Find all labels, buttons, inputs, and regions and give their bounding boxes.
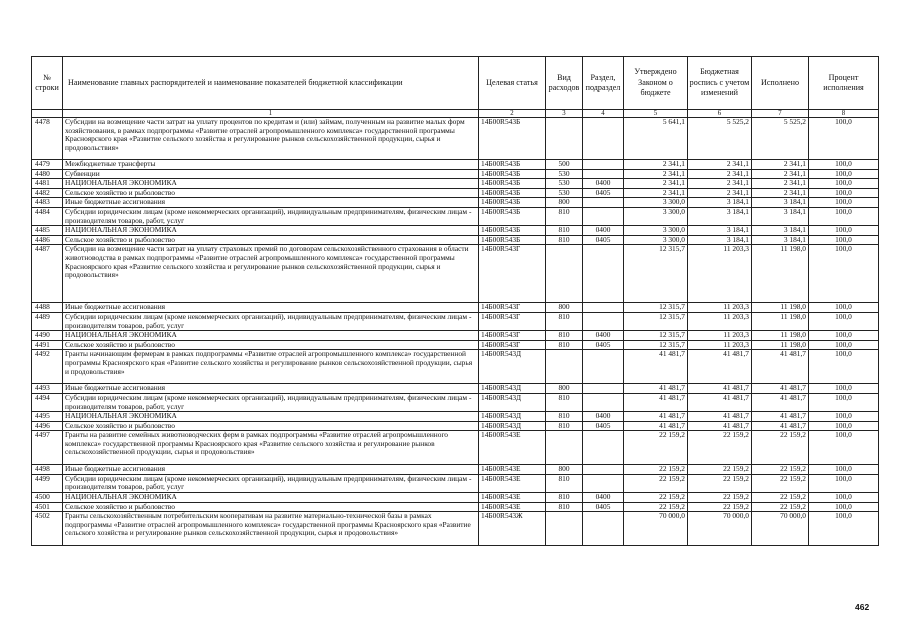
page-number: 462 (855, 602, 870, 612)
row-section (583, 350, 624, 384)
row-percent: 100,0 (809, 350, 879, 384)
row-number: 4500 (32, 493, 63, 503)
row-budget-schedule: 11 203,3 (688, 331, 752, 341)
row-target-article: 14Б00R543Б (479, 207, 546, 225)
header-section: Раздел, подраздел (583, 57, 624, 110)
row-expense-type: 800 (546, 465, 583, 475)
row-approved: 22 159,2 (624, 465, 688, 475)
row-executed: 22 159,2 (752, 431, 809, 465)
row-name: НАЦИОНАЛЬНАЯ ЭКОНОМИКА (63, 331, 479, 341)
row-section: 0400 (583, 412, 624, 422)
row-section: 0405 (583, 502, 624, 512)
row-approved: 2 341,1 (624, 160, 688, 170)
row-name: Иные бюджетные ассигнования (63, 384, 479, 394)
row-number: 4484 (32, 207, 63, 225)
row-executed: 3 184,1 (752, 198, 809, 208)
row-approved: 12 315,7 (624, 245, 688, 303)
row-percent: 100,0 (809, 465, 879, 475)
budget-report-page (31, 56, 878, 546)
row-number: 4486 (32, 235, 63, 245)
row-expense-type: 800 (546, 198, 583, 208)
row-percent: 100,0 (809, 512, 879, 546)
row-executed: 3 184,1 (752, 226, 809, 236)
row-number: 4502 (32, 512, 63, 546)
row-expense-type: 810 (546, 412, 583, 422)
row-budget-schedule: 70 000,0 (688, 512, 752, 546)
row-expense-type: 530 (546, 188, 583, 198)
table-row (32, 493, 879, 503)
row-target-article: 14Б00R543Б (479, 235, 546, 245)
row-number: 4483 (32, 198, 63, 208)
row-section: 0400 (583, 179, 624, 189)
row-budget-schedule: 41 481,7 (688, 393, 752, 411)
row-expense-type (546, 431, 583, 465)
table-row (32, 179, 879, 189)
table-row (32, 235, 879, 245)
row-budget-schedule: 41 481,7 (688, 412, 752, 422)
row-percent: 100,0 (809, 226, 879, 236)
row-number: 4495 (32, 412, 63, 422)
row-name: Субсидии юридическим лицам (кроме некоммерческих организаций), индивидуальным предпринимателям, физическим лицам - производителям товаров, работ, услуг (63, 207, 479, 225)
row-approved: 2 341,1 (624, 188, 688, 198)
table-row (32, 421, 879, 431)
row-section (583, 160, 624, 170)
table-row (32, 207, 879, 225)
row-executed: 41 481,7 (752, 393, 809, 411)
table-row (32, 226, 879, 236)
col-number-7: 7 (752, 110, 809, 118)
row-target-article: 14Б00R543Е (479, 465, 546, 475)
table-row (32, 118, 879, 160)
row-name: Субсидии юридическим лицам (кроме некоммерческих организаций), индивидуальным предпринимателям, физическим лицам - производителям товаров, работ, услуг (63, 393, 479, 411)
row-percent: 100,0 (809, 312, 879, 330)
row-executed: 22 159,2 (752, 502, 809, 512)
row-name: Гранты начинающим фермерам в рамках подпрограммы «Развитие отраслей агропромышленного комплекса» государственной программы Красноярского края «Развитие сельского хозяйства и регулирование рынков сельскохозяйственной продукции, сырья и продовольствия» (63, 350, 479, 384)
row-budget-schedule: 22 159,2 (688, 493, 752, 503)
row-executed: 22 159,2 (752, 465, 809, 475)
row-percent: 100,0 (809, 474, 879, 492)
row-percent: 100,0 (809, 188, 879, 198)
row-budget-schedule: 41 481,7 (688, 384, 752, 394)
row-target-article: 14Б00R543Д (479, 412, 546, 422)
row-number: 4493 (32, 384, 63, 394)
row-target-article: 14Б00R543Б (479, 179, 546, 189)
row-expense-type: 810 (546, 235, 583, 245)
row-expense-type: 810 (546, 312, 583, 330)
row-approved: 22 159,2 (624, 431, 688, 465)
row-number: 4497 (32, 431, 63, 465)
row-number: 4492 (32, 350, 63, 384)
row-budget-schedule: 11 203,3 (688, 245, 752, 303)
row-executed: 41 481,7 (752, 412, 809, 422)
row-approved: 2 341,1 (624, 179, 688, 189)
row-expense-type: 810 (546, 207, 583, 225)
row-executed: 2 341,1 (752, 160, 809, 170)
row-section (583, 393, 624, 411)
row-name: Субсидии на возмещение части затрат на уплату процентов по кредитам и (или) займам, полученным на развитие малых форм хозяйствования, в рамках подпрограммы «Развитие отраслей агропромышленного комплекса» государственной программы Красноярского края «Развитие сельского хозяйства и регулирование рынков сельскохозяйственной продукции, сырья и продовольствия» (63, 118, 479, 160)
col-number-6: 6 (688, 110, 752, 118)
table-row (32, 303, 879, 313)
row-approved: 12 315,7 (624, 312, 688, 330)
row-budget-schedule: 3 184,1 (688, 235, 752, 245)
row-approved: 41 481,7 (624, 421, 688, 431)
row-percent: 100,0 (809, 118, 879, 160)
row-section (583, 245, 624, 303)
row-executed: 41 481,7 (752, 421, 809, 431)
row-target-article: 14Б00R543Б (479, 226, 546, 236)
row-name: Субсидии на возмещение части затрат на уплату страховых премий по договорам сельскохозяйственного страхования в области животноводства в рамках подпрограммы «Развитие отраслей агропромышленного комплекса» государственной программы Красноярского края «Развитие сельского хозяйства и регулирование рынков сельскохозяйственной продукции, сырья и продовольствия» (63, 245, 479, 303)
row-number: 4501 (32, 502, 63, 512)
table-row (32, 160, 879, 170)
row-percent: 100,0 (809, 303, 879, 313)
row-budget-schedule: 3 184,1 (688, 198, 752, 208)
row-expense-type: 800 (546, 384, 583, 394)
row-executed: 2 341,1 (752, 169, 809, 179)
row-target-article: 14Б00R543Ж (479, 512, 546, 546)
row-section (583, 198, 624, 208)
row-executed: 3 184,1 (752, 235, 809, 245)
row-executed: 11 198,0 (752, 331, 809, 341)
row-target-article: 14Б00R543Г (479, 340, 546, 350)
row-budget-schedule: 22 159,2 (688, 465, 752, 475)
table-row (32, 502, 879, 512)
row-approved: 3 300,0 (624, 235, 688, 245)
row-budget-schedule: 22 159,2 (688, 502, 752, 512)
header-name: Наименование главных распорядителей и наименование показателей бюджетной классификации (63, 57, 479, 110)
table-row (32, 465, 879, 475)
row-expense-type: 810 (546, 493, 583, 503)
col-number-2: 2 (479, 110, 546, 118)
row-name: Межбюджетные трансферты (63, 160, 479, 170)
table-row (32, 169, 879, 179)
header-executed: Исполнено (752, 57, 809, 110)
col-number-4: 4 (583, 110, 624, 118)
row-percent: 100,0 (809, 384, 879, 394)
row-name: Сельское хозяйство и рыболовство (63, 421, 479, 431)
row-section (583, 474, 624, 492)
row-expense-type (546, 512, 583, 546)
row-executed: 11 198,0 (752, 245, 809, 303)
row-number: 4494 (32, 393, 63, 411)
row-approved: 12 315,7 (624, 340, 688, 350)
row-section: 0405 (583, 235, 624, 245)
table-row (32, 431, 879, 465)
table-row (32, 350, 879, 384)
row-section: 0405 (583, 421, 624, 431)
row-target-article: 14Б00R543Д (479, 350, 546, 384)
row-approved: 3 300,0 (624, 207, 688, 225)
row-percent: 100,0 (809, 198, 879, 208)
row-name: Иные бюджетные ассигнования (63, 198, 479, 208)
table-row (32, 512, 879, 546)
row-budget-schedule: 3 184,1 (688, 207, 752, 225)
row-target-article: 14Б00R543Б (479, 188, 546, 198)
row-approved: 41 481,7 (624, 384, 688, 394)
row-percent: 100,0 (809, 493, 879, 503)
row-executed: 41 481,7 (752, 384, 809, 394)
row-percent: 100,0 (809, 431, 879, 465)
row-target-article: 14Б00R543Е (479, 493, 546, 503)
row-name: Сельское хозяйство и рыболовство (63, 235, 479, 245)
row-target-article: 14Б00R543Б (479, 160, 546, 170)
col-number-5: 5 (624, 110, 688, 118)
row-percent: 100,0 (809, 331, 879, 341)
row-budget-schedule: 22 159,2 (688, 431, 752, 465)
row-name: Сельское хозяйство и рыболовство (63, 340, 479, 350)
row-approved: 41 481,7 (624, 350, 688, 384)
row-percent: 100,0 (809, 160, 879, 170)
row-section (583, 512, 624, 546)
row-budget-schedule: 2 341,1 (688, 160, 752, 170)
header-target-article: Целевая статья (479, 57, 546, 110)
row-expense-type: 810 (546, 331, 583, 341)
row-section: 0400 (583, 493, 624, 503)
row-number: 4489 (32, 312, 63, 330)
table-row (32, 474, 879, 492)
row-target-article: 14Б00R543Д (479, 384, 546, 394)
row-percent: 100,0 (809, 235, 879, 245)
row-name: Иные бюджетные ассигнования (63, 303, 479, 313)
row-expense-type: 800 (546, 303, 583, 313)
row-expense-type: 810 (546, 474, 583, 492)
row-budget-schedule: 3 184,1 (688, 226, 752, 236)
row-percent: 100,0 (809, 421, 879, 431)
row-budget-schedule: 5 525,2 (688, 118, 752, 160)
col-number-1: 1 (63, 110, 479, 118)
row-section (583, 431, 624, 465)
row-section (583, 465, 624, 475)
row-expense-type: 810 (546, 421, 583, 431)
row-name: Субвенции (63, 169, 479, 179)
table-row (32, 312, 879, 330)
row-budget-schedule: 2 341,1 (688, 188, 752, 198)
header-approved: Утверждено Законом о бюджете (624, 57, 688, 110)
table-row (32, 340, 879, 350)
row-name: НАЦИОНАЛЬНАЯ ЭКОНОМИКА (63, 226, 479, 236)
table-row (32, 412, 879, 422)
row-name: Иные бюджетные ассигнования (63, 465, 479, 475)
row-target-article: 14Б00R543Б (479, 198, 546, 208)
row-expense-type: 500 (546, 160, 583, 170)
row-target-article: 14Б00R543Г (479, 312, 546, 330)
row-number: 4491 (32, 340, 63, 350)
col-number-8: 8 (809, 110, 879, 118)
row-target-article: 14Б00R543Г (479, 245, 546, 303)
row-section (583, 312, 624, 330)
table-row (32, 188, 879, 198)
row-approved: 22 159,2 (624, 474, 688, 492)
row-executed: 41 481,7 (752, 350, 809, 384)
table-row (32, 198, 879, 208)
row-percent: 100,0 (809, 393, 879, 411)
row-number: 4490 (32, 331, 63, 341)
row-number: 4496 (32, 421, 63, 431)
row-approved: 2 341,1 (624, 169, 688, 179)
row-name: Субсидии юридическим лицам (кроме некоммерческих организаций), индивидуальным предпринимателям, физическим лицам - производителям товаров, работ, услуг (63, 312, 479, 330)
row-number: 4481 (32, 179, 63, 189)
row-number: 4488 (32, 303, 63, 313)
row-number: 4498 (32, 465, 63, 475)
row-expense-type (546, 118, 583, 160)
col-number-empty (32, 110, 63, 118)
row-section: 0405 (583, 340, 624, 350)
row-percent: 100,0 (809, 245, 879, 303)
table-row (32, 384, 879, 394)
row-percent: 100,0 (809, 340, 879, 350)
row-percent: 100,0 (809, 502, 879, 512)
row-approved: 41 481,7 (624, 393, 688, 411)
row-approved: 5 641,1 (624, 118, 688, 160)
header-expense-type: Вид расходов (546, 57, 583, 110)
row-target-article: 14Б00R543Е (479, 502, 546, 512)
row-expense-type: 810 (546, 340, 583, 350)
table-row (32, 393, 879, 411)
row-approved: 41 481,7 (624, 412, 688, 422)
row-name: НАЦИОНАЛЬНАЯ ЭКОНОМИКА (63, 493, 479, 503)
col-number-3: 3 (546, 110, 583, 118)
row-section (583, 118, 624, 160)
row-section (583, 207, 624, 225)
row-expense-type (546, 350, 583, 384)
row-approved: 22 159,2 (624, 502, 688, 512)
row-name: НАЦИОНАЛЬНАЯ ЭКОНОМИКА (63, 179, 479, 189)
row-number: 4479 (32, 160, 63, 170)
row-target-article: 14Б00R543Д (479, 393, 546, 411)
row-executed: 11 198,0 (752, 303, 809, 313)
row-executed: 22 159,2 (752, 474, 809, 492)
row-percent: 100,0 (809, 412, 879, 422)
row-expense-type: 810 (546, 502, 583, 512)
row-percent: 100,0 (809, 169, 879, 179)
row-name: Гранты на развитие семейных животноводческих ферм в рамках подпрограммы «Развитие отраслей агропромышленного комплекса» государственной программы Красноярского края «Развитие сельского хозяйства и регулирование рынков сельскохозяйственной продукции, сырья и продовольствия» (63, 431, 479, 465)
header-row-number: № строки (32, 57, 63, 110)
row-approved: 22 159,2 (624, 493, 688, 503)
row-budget-schedule: 11 203,3 (688, 303, 752, 313)
row-number: 4485 (32, 226, 63, 236)
table-row (32, 331, 879, 341)
row-expense-type: 810 (546, 393, 583, 411)
row-executed: 70 000,0 (752, 512, 809, 546)
row-approved: 3 300,0 (624, 198, 688, 208)
row-approved: 12 315,7 (624, 331, 688, 341)
row-executed: 5 525,2 (752, 118, 809, 160)
row-expense-type: 530 (546, 179, 583, 189)
row-executed: 11 198,0 (752, 340, 809, 350)
row-target-article: 14Б00R543Г (479, 331, 546, 341)
row-expense-type (546, 245, 583, 303)
row-number: 4482 (32, 188, 63, 198)
row-target-article: 14Б00R543Е (479, 474, 546, 492)
row-target-article: 14Б00R543Г (479, 303, 546, 313)
row-expense-type: 810 (546, 226, 583, 236)
row-approved: 3 300,0 (624, 226, 688, 236)
header-row (32, 57, 879, 110)
row-executed: 2 341,1 (752, 188, 809, 198)
row-target-article: 14Б00R543Б (479, 118, 546, 160)
header-budget-schedule: Бюджетная роспись с учетом изменений (688, 57, 752, 110)
row-target-article: 14Б00R543Б (479, 169, 546, 179)
row-budget-schedule: 41 481,7 (688, 421, 752, 431)
row-budget-schedule: 2 341,1 (688, 179, 752, 189)
row-percent: 100,0 (809, 207, 879, 225)
row-number: 4480 (32, 169, 63, 179)
row-section (583, 384, 624, 394)
row-number: 4478 (32, 118, 63, 160)
row-target-article: 14Б00R543Д (479, 421, 546, 431)
table-row (32, 245, 879, 303)
row-executed: 3 184,1 (752, 207, 809, 225)
row-executed: 11 198,0 (752, 312, 809, 330)
row-name: Гранты сельскохозяйственным потребительским кооперативам на развитие материально-технической базы в рамках подпрограммы «Развитие отраслей агропромышленного комплекса» государственной программы Красноярского края «Развитие сельского хозяйства и регулирование рынков сельскохозяйственной продукции, сырья и продовольствия» (63, 512, 479, 546)
table-body (32, 118, 879, 546)
row-section (583, 169, 624, 179)
row-target-article: 14Б00R543Е (479, 431, 546, 465)
row-number: 4499 (32, 474, 63, 492)
row-percent: 100,0 (809, 179, 879, 189)
row-executed: 22 159,2 (752, 493, 809, 503)
row-approved: 12 315,7 (624, 303, 688, 313)
row-section: 0405 (583, 188, 624, 198)
row-budget-schedule: 41 481,7 (688, 350, 752, 384)
row-number: 4487 (32, 245, 63, 303)
row-budget-schedule: 2 341,1 (688, 169, 752, 179)
row-expense-type: 530 (546, 169, 583, 179)
row-name: Субсидии юридическим лицам (кроме некоммерческих организаций), индивидуальным предпринимателям, физическим лицам - производителям товаров, работ, услуг (63, 474, 479, 492)
row-budget-schedule: 11 203,3 (688, 340, 752, 350)
column-numbers-row (32, 110, 879, 118)
header-percent: Процент исполнения (809, 57, 879, 110)
row-approved: 70 000,0 (624, 512, 688, 546)
row-name: Сельское хозяйство и рыболовство (63, 502, 479, 512)
row-budget-schedule: 22 159,2 (688, 474, 752, 492)
budget-execution-table (31, 56, 879, 546)
row-budget-schedule: 11 203,3 (688, 312, 752, 330)
row-name: НАЦИОНАЛЬНАЯ ЭКОНОМИКА (63, 412, 479, 422)
row-section: 0400 (583, 331, 624, 341)
row-section: 0400 (583, 226, 624, 236)
row-name: Сельское хозяйство и рыболовство (63, 188, 479, 198)
row-executed: 2 341,1 (752, 179, 809, 189)
row-section (583, 303, 624, 313)
